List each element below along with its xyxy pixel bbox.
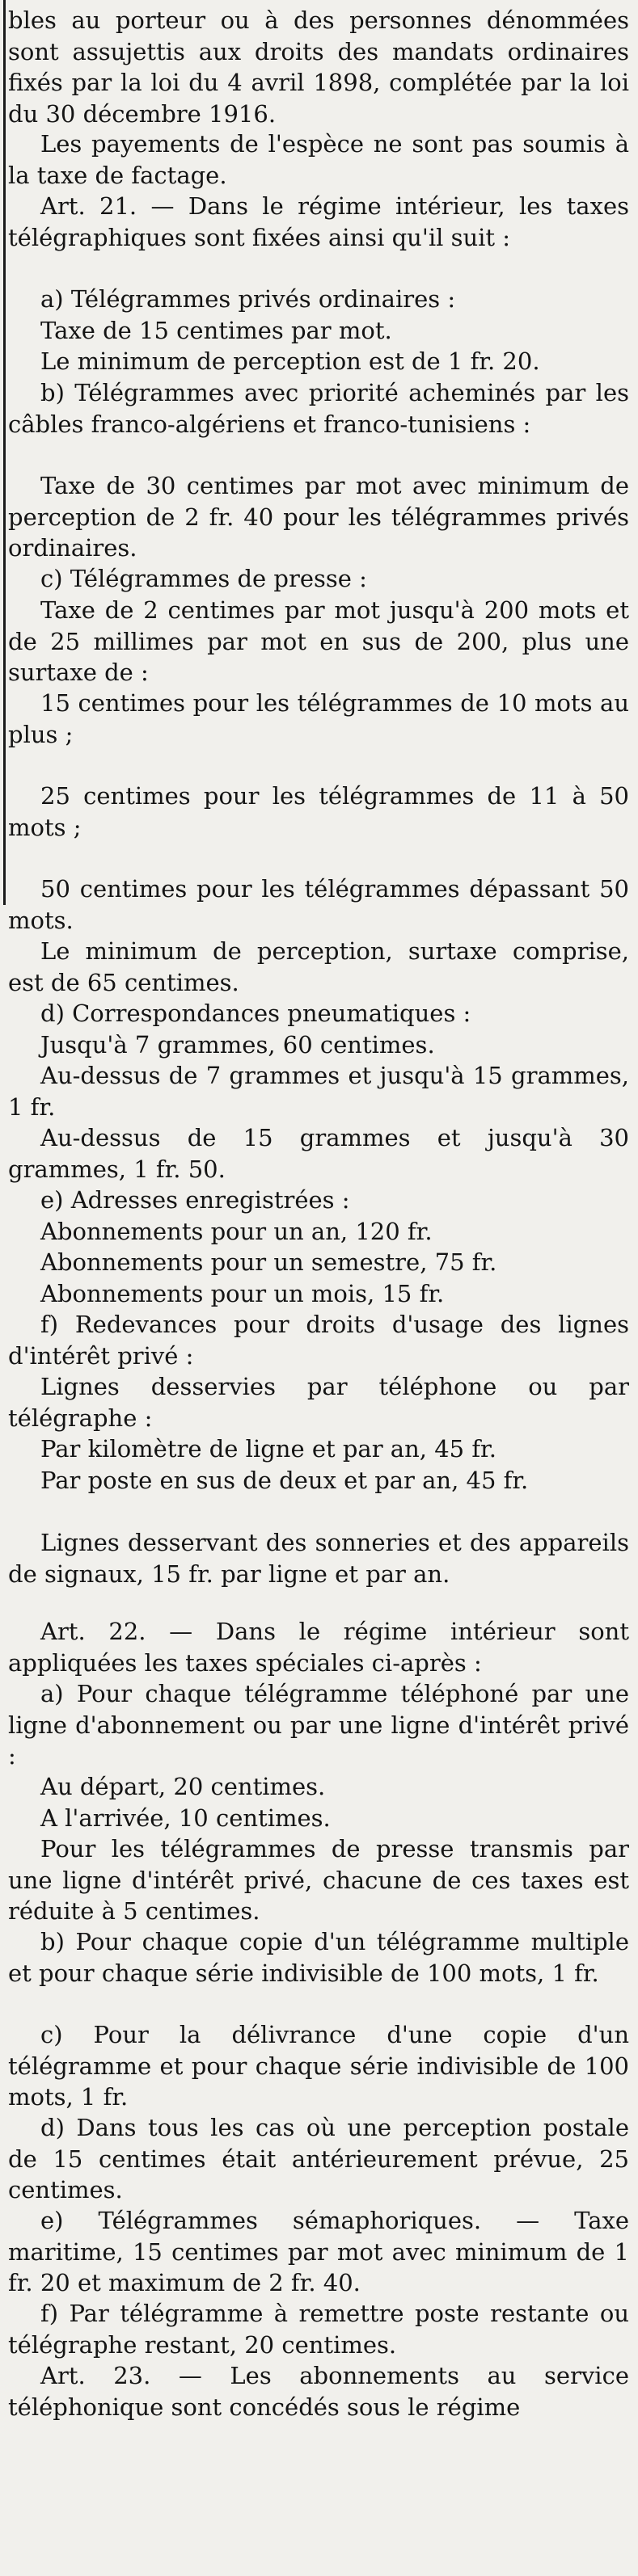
item-c-surtax-50: 25 centimes pour les télégrammes de 11 à 50 mots ; <box>8 782 629 841</box>
item-a-tax: Taxe de 15 centimes par mot. <box>40 317 392 344</box>
art-22-item-d: d) Dans tous les cas où une perception postale de 15 centimes était antérieurement prévue, 25 centimes. <box>8 2114 629 2203</box>
paragraph-art-23: Art. 23. — Les abonnements au service téléphonique sont concédés sous le régime <box>8 2362 629 2421</box>
item-e-semester: Abonnements pour un semestre, 75 fr. <box>40 1248 497 1276</box>
item-e-month: Abonnements pour un mois, 15 fr. <box>40 1280 445 1307</box>
art-22-item-f: f) Par télégramme à remettre poste restante ou télégraphe restant, 20 centimes. <box>8 2300 629 2359</box>
item-e-heading: e) Adresses enregistrées : <box>40 1186 350 1214</box>
art-22-item-c: c) Pour la délivrance d'une copie d'un télégramme et pour chaque série indivisible de 100 mots, 1 fr. <box>8 2021 629 2111</box>
paragraph-mandats-continuation: bles au porteur ou à des personnes dénommées sont assujettis aux droits des mandats ordinaires fixés par la loi du 4 avril 1898, complétée par la loi du 30 décembre 1916. <box>8 6 629 128</box>
item-f-kilometre: Par kilomètre de ligne et par an, 45 fr. <box>40 1435 496 1463</box>
item-e-year: Abonnements pour un an, 120 fr. <box>40 1218 433 1245</box>
art-22-arrivee: A l'arrivée, 10 centimes. <box>40 1804 331 1832</box>
art-22-item-a: a) Pour chaque télégramme téléphoné par une ligne d'abonnement ou par une ligne d'intérêt privé : <box>8 1680 629 1770</box>
item-c-surtax-over-50: 50 centimes pour les télégrammes dépassant 50 mots. <box>8 875 629 934</box>
item-c-surtax-10: 15 centimes pour les télégrammes de 10 mots au plus ; <box>8 689 629 748</box>
paragraph-art-21: Art. 21. — Dans le régime intérieur, les taxes télégraphiques sont fixées ainsi qu'il suit : <box>8 192 629 251</box>
art-22-depart: Au départ, 20 centimes. <box>40 1773 326 1800</box>
art-22-item-e: e) Télégrammes sémaphoriques. — Taxe maritime, 15 centimes par mot avec minimum de 1 fr. 20 et maximum de 2 fr. 40. <box>8 2207 629 2296</box>
paragraph-art-22: Art. 22. — Dans le régime intérieur sont appliquées les taxes spéciales ci-après : <box>8 1618 629 1677</box>
item-d-7g: Jusqu'à 7 grammes, 60 centimes. <box>40 1031 435 1059</box>
item-f-sonneries: Lignes desservant des sonneries et des appareils de signaux, 15 fr. par ligne et par an. <box>8 1529 629 1588</box>
item-a-minimum: Le minimum de perception est de 1 fr. 20. <box>40 347 540 375</box>
item-b-tax: Taxe de 30 centimes par mot avec minimum de perception de 2 fr. 40 pour les télégrammes privés ordinaires. <box>8 472 629 562</box>
item-c-minimum: Le minimum de perception, surtaxe comprise, est de 65 centimes. <box>8 937 629 996</box>
item-a-heading: a) Télégrammes privés ordinaires : <box>40 285 456 313</box>
art-22-presse: Pour les télégrammes de presse transmis par une ligne d'intérêt privé, chacune de ces taxes est réduite à 5 centimes. <box>8 1835 629 1925</box>
column-rule <box>3 0 6 905</box>
item-d-15g: Au-dessus de 7 grammes et jusqu'à 15 grammes, 1 fr. <box>8 1062 629 1121</box>
item-c-heading: c) Télégrammes de presse : <box>40 565 367 592</box>
item-b-heading: b) Télégrammes avec priorité acheminés par les câbles franco-algériens et franco-tunisiens : <box>8 379 629 438</box>
art-22-item-b: b) Pour chaque copie d'un télégramme multiple et pour chaque série indivisible de 100 mots, 1 fr. <box>8 1928 629 1987</box>
item-d-30g: Au-dessus de 15 grammes et jusqu'à 30 grammes, 1 fr. 50. <box>8 1124 629 1183</box>
item-f-poste: Par poste en sus de deux et par an, 45 fr. <box>40 1467 529 1494</box>
item-d-heading: d) Correspondances pneumatiques : <box>40 1000 471 1027</box>
paragraph-factage: Les payements de l'espèce ne sont pas soumis à la taxe de factage. <box>8 130 629 189</box>
item-f-lines: Lignes desservies par téléphone ou par télégraphe : <box>8 1373 629 1432</box>
item-f-heading: f) Redevances pour droits d'usage des lignes d'intérêt privé : <box>8 1311 629 1370</box>
item-c-tax: Taxe de 2 centimes par mot jusqu'à 200 mots et de 25 millimes par mot en sus de 200, plus une surtaxe de : <box>8 596 629 686</box>
